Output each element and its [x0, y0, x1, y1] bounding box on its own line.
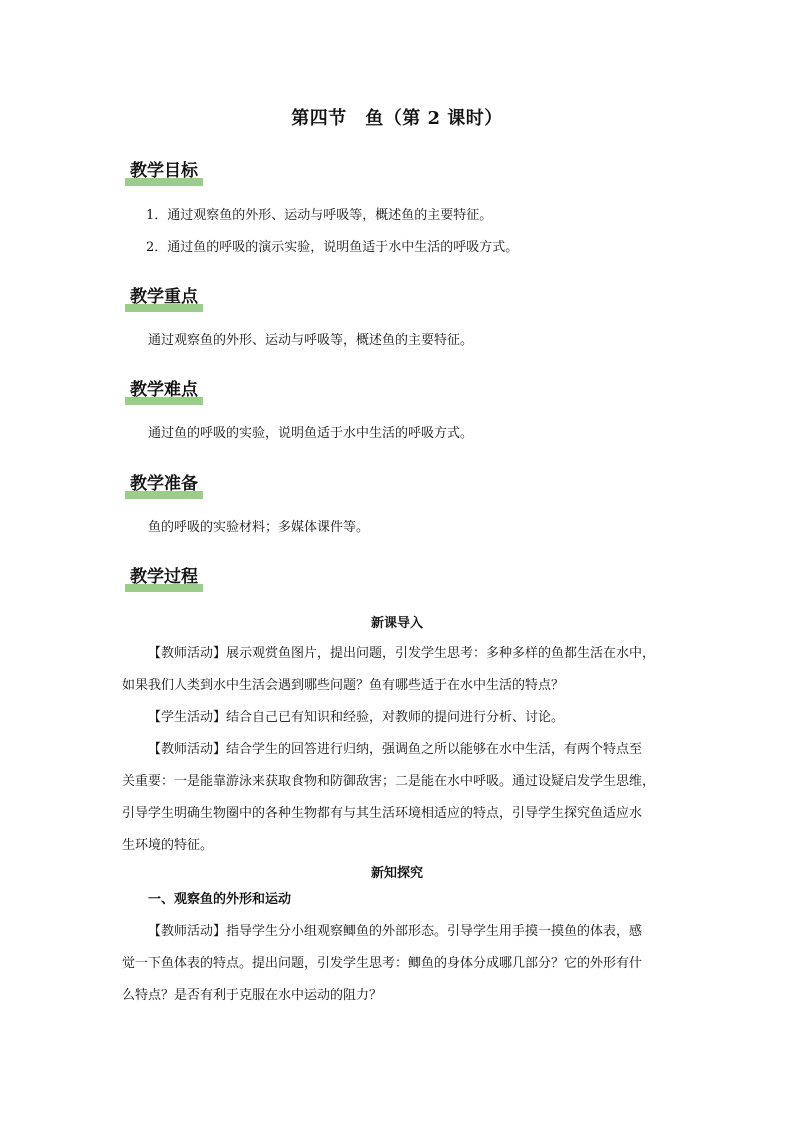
paragraph-line: 【教师活动】展示观赏鱼图片，提出问题，引发学生思考：多种多样的鱼都生活在水中， [148, 646, 656, 661]
paragraph-line: 关重要：一是能靠游泳来获取食物和防御敌害；二是能在水中呼吸。通过设疑启发学生思维， [122, 774, 656, 789]
objectives-list [146, 200, 686, 264]
objective-item: 2．通过鱼的呼吸的演示实验，说明鱼适于水中生活的呼吸方式。 [146, 240, 519, 255]
section-heading-preparation: 教学准备 [125, 473, 203, 497]
explore-point-heading: 一、观察鱼的外形和运动 [148, 892, 292, 907]
section-heading-process: 教学过程 [125, 566, 203, 590]
subheading-explore: 新知探究 [370, 866, 423, 881]
preparation-text: 鱼的呼吸的实验材料；多媒体课件等。 [148, 520, 370, 535]
section-heading-difficulties: 教学难点 [125, 379, 203, 403]
subheading-intro: 新课导入 [370, 616, 423, 631]
page-title: 第四节 鱼（第 2 课时） [291, 108, 503, 129]
paragraph-line: 【学生活动】结合自己已有知识和经验，对教师的提问进行分析、讨论。 [148, 710, 565, 725]
paragraph-line: 【教师活动】指导学生分小组观察鲫鱼的外部形态。引导学生用手摸一摸鱼的体表，感 [148, 924, 643, 939]
paragraph-line: 生环境的特征。 [122, 838, 214, 853]
section-heading-objectives: 教学目标 [125, 160, 203, 184]
paragraph-line: 引导学生明确生物圈中的各种生物都有与其生活环境相适应的特点，引导学生探究鱼适应水 [122, 806, 643, 821]
paragraph-line: 觉一下鱼体表的特点。提出问题，引发学生思考：鲫鱼的身体分成哪几部分？它的外形有什 [122, 956, 643, 971]
explore-paragraph [122, 916, 662, 1012]
paragraph-line: 如果我们人类到水中生活会遇到哪些问题？鱼有哪些适于在水中生活的特点？ [122, 678, 565, 693]
difficulties-text: 通过鱼的呼吸的实验，说明鱼适于水中生活的呼吸方式。 [148, 426, 474, 441]
intro-paragraphs [122, 638, 662, 862]
paragraph-line: 么特点？是否有利于克服在水中运动的阻力？ [122, 988, 383, 1003]
key-points-text: 通过观察鱼的外形、运动与呼吸等，概述鱼的主要特征。 [148, 333, 474, 348]
section-heading-key-points: 教学重点 [125, 286, 203, 310]
objective-item: 1．通过观察鱼的外形、运动与呼吸等，概述鱼的主要特征。 [146, 208, 493, 223]
paragraph-line: 【教师活动】结合学生的回答进行归纳，强调鱼之所以能够在水中生活，有两个特点至 [148, 742, 643, 757]
